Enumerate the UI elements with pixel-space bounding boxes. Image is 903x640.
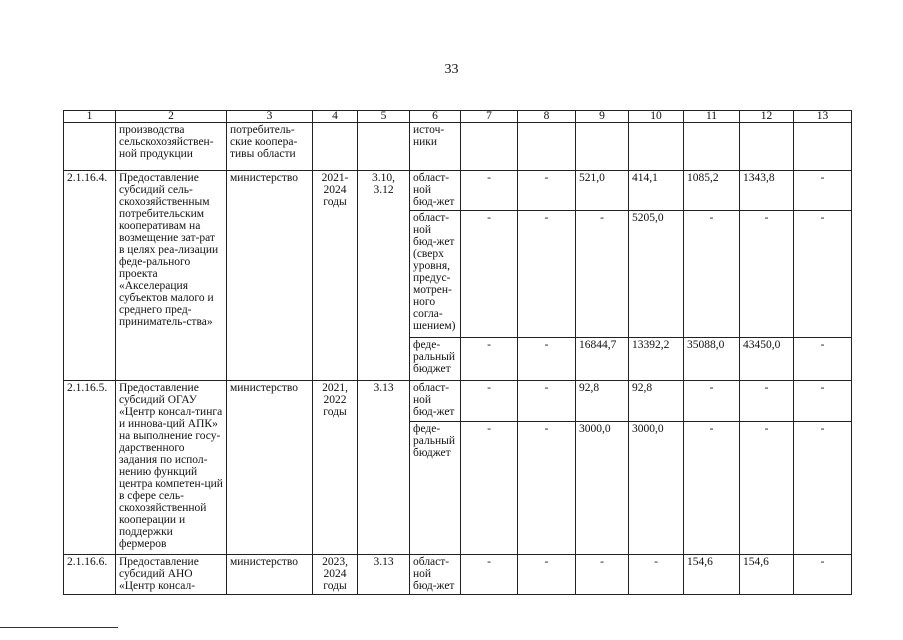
cell-value [461,123,518,171]
cell-value [518,123,576,171]
cell-value: - [461,381,518,422]
header-cell: 8 [518,111,576,123]
cell-funding-source: област-ной бюд-жет [410,171,461,211]
cell-value: 154,6 [740,555,794,595]
cell-value: 16844,7 [576,338,629,381]
header-cell: 13 [794,111,852,123]
header-cell: 5 [358,111,410,123]
cell-num: 2.1.16.6. [64,555,116,595]
cell-value: 35088,0 [684,338,740,381]
cell-value: 92,8 [629,381,684,422]
cell-value: - [740,211,794,338]
cell-value: 1085,2 [684,171,740,211]
cell-indicator: 3.10, 3.12 [358,171,410,381]
cell-value: 92,8 [576,381,629,422]
cell-value: - [684,422,740,555]
cell-funding-source: феде-ральный бюджет [410,422,461,555]
cell-value: 154,6 [684,555,740,595]
cell-value: - [740,381,794,422]
cell-description: Предоставление субсидий ОГАУ «Центр консал-тинга и иннова-ций АПК» на выполнение госу-дарственного задания по испол-нению функций центра компетен-ций в сфере сель-скохозяйственной кооперации и поддержки фермеров [116,381,227,555]
cell-value [794,123,852,171]
cell-value: - [794,422,852,555]
cell-funding-source: феде-ральный бюджет [410,338,461,381]
cell-value: 414,1 [629,171,684,211]
cell-value: - [518,381,576,422]
cell-value: - [794,211,852,338]
header-cell: 4 [313,111,358,123]
header-cell: 7 [461,111,518,123]
header-cell: 12 [740,111,794,123]
header-cell: 3 [227,111,313,123]
cell-num [64,123,116,171]
cell-executor: министерство [227,555,313,595]
cell-value [684,123,740,171]
cell-value: - [794,171,852,211]
cell-description: Предоставление субсидий АНО «Центр консал- [116,555,227,595]
table-row [64,123,852,171]
cell-num: 2.1.16.5. [64,381,116,555]
cell-value: - [461,338,518,381]
cell-value: 5205,0 [629,211,684,338]
cell-value: - [518,211,576,338]
cell-years: 2021, 2022 годы [313,381,358,555]
cell-value: - [518,422,576,555]
cell-value: 13392,2 [629,338,684,381]
cell-value: - [576,211,629,338]
cell-indicator: 3.13 [358,555,410,595]
cell-value: 3000,0 [576,422,629,555]
cell-indicator: 3.13 [358,381,410,555]
cell-num: 2.1.16.4. [64,171,116,381]
page-number: 33 [444,62,459,77]
cell-description: производства сельскохозяйствен-ной продукции [116,123,227,171]
header-cell: 6 [410,111,461,123]
cell-value: - [461,422,518,555]
cell-value: - [794,338,852,381]
cell-funding-source: област-ной бюд-жет (сверх уровня, предус-мотрен-ного согла-шением) [410,211,461,338]
program-table [63,110,852,595]
cell-value: 43450,0 [740,338,794,381]
cell-value: - [794,555,852,595]
cell-years: 2023, 2024 годы [313,555,358,595]
cell-executor: министерство [227,381,313,555]
cell-description: Предоставление субсидий сель-скохозяйственным потребительским кооперативам на возмещение зат-рат в целях реа-лизации феде-рального проекта «Акселерация субъектов малого и среднего пред-приниматель-ства» [116,171,227,381]
cell-value: - [518,171,576,211]
cell-value: - [461,555,518,595]
header-cell: 2 [116,111,227,123]
header-cell: 1 [64,111,116,123]
cell-years [313,123,358,171]
cell-value: - [461,211,518,338]
cell-value: - [518,555,576,595]
header-cell: 11 [684,111,740,123]
table-row [64,555,852,595]
cell-indicator [358,123,410,171]
cell-value: 3000,0 [629,422,684,555]
cell-executor: потребитель-ские коопера-тивы области [227,123,313,171]
cell-funding-source: источ-ники [410,123,461,171]
cell-value: 521,0 [576,171,629,211]
footnote-divider [0,627,118,628]
table-row [64,171,852,211]
cell-value: 1343,8 [740,171,794,211]
cell-value: - [684,381,740,422]
cell-value: - [684,211,740,338]
cell-executor: министерство [227,171,313,381]
cell-value: - [740,422,794,555]
cell-value [576,123,629,171]
cell-value: - [794,381,852,422]
cell-funding-source: област-ной бюд-жет [410,555,461,595]
cell-value [740,123,794,171]
cell-value: - [518,338,576,381]
cell-funding-source: област-ной бюд-жет [410,381,461,422]
header-cell: 10 [629,111,684,123]
cell-value: - [461,171,518,211]
header-cell: 9 [576,111,629,123]
cell-value: - [576,555,629,595]
cell-value: - [629,555,684,595]
table-row [64,381,852,422]
cell-years: 2021-2024 годы [313,171,358,381]
cell-value [629,123,684,171]
header-row [64,111,852,123]
